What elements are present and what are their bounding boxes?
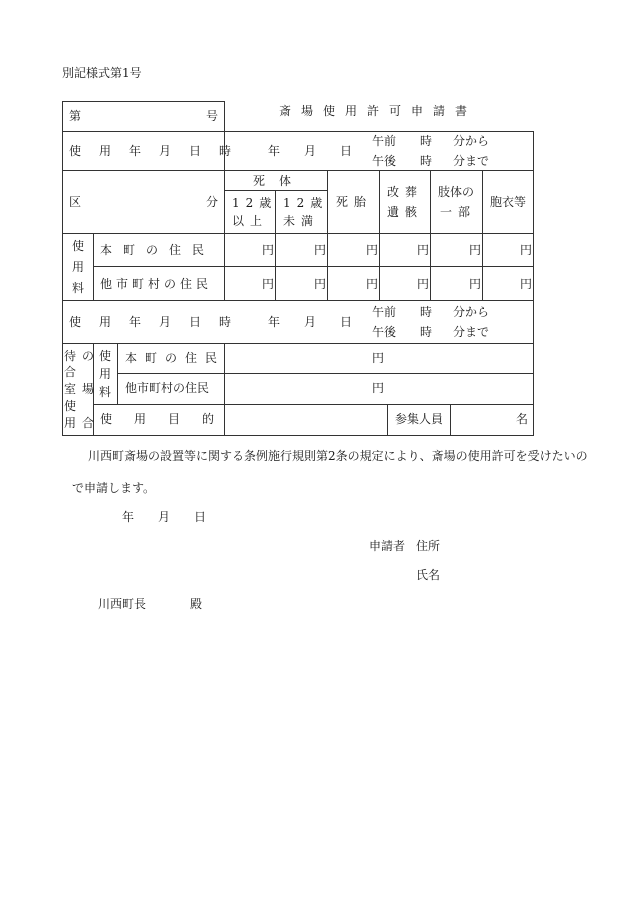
table-line	[62, 131, 534, 132]
yen-cell: 円	[469, 277, 482, 291]
table-line	[387, 404, 388, 435]
fee-label-1: 使	[72, 239, 85, 253]
under-12-line2: 未満	[283, 214, 320, 228]
table-line	[450, 404, 451, 435]
under-12-line1: 12歳	[283, 196, 329, 210]
yen-cell: 円	[372, 351, 385, 365]
table-line	[62, 435, 534, 436]
table-line	[62, 101, 63, 435]
table-line	[379, 170, 380, 300]
date-day-unit: 日	[340, 315, 353, 329]
table-line	[93, 233, 94, 300]
use-datetime-label-2: 使用年月日時	[69, 315, 250, 329]
table-line	[93, 266, 534, 267]
yen-cell: 円	[469, 243, 482, 257]
from-label: 分から	[453, 305, 490, 319]
table-line	[62, 101, 224, 102]
waiting-label-5: 用合	[64, 416, 101, 430]
from-label: 分から	[453, 134, 490, 148]
pm-label: 午後	[372, 154, 397, 168]
body-part-line2: 一部	[440, 205, 477, 219]
table-line	[224, 101, 225, 300]
hour-unit: 時	[420, 154, 433, 168]
yen-cell: 円	[520, 243, 533, 257]
fee-label-3: 料	[72, 281, 85, 295]
declaration-line-1: 川西町斎場の設置等に関する条例施行規則第2条の規定により、斎場の使用許可を受けたいの	[88, 449, 588, 463]
table-line	[533, 131, 534, 435]
yen-cell: 円	[366, 243, 379, 257]
stillborn-header: 死胎	[336, 195, 373, 209]
fee2-label-2: 用	[99, 367, 112, 381]
pm-label: 午後	[372, 325, 397, 339]
hour-unit: 時	[420, 134, 433, 148]
person-unit: 名	[516, 412, 529, 426]
resident-other-label: 他市町村の住民	[100, 277, 213, 291]
waiting-label-2: 合	[64, 365, 77, 379]
yen-cell: 円	[262, 277, 275, 291]
date-year: 年	[122, 510, 135, 524]
declaration-line-2: で申請します。	[72, 481, 156, 495]
name-label: 氏名	[416, 568, 441, 582]
reburial-line2: 遺骸	[387, 205, 424, 219]
table-line	[430, 170, 431, 300]
yen-cell: 円	[314, 243, 327, 257]
date-month-unit: 月	[304, 315, 317, 329]
form-title: 斎場使用許可申請書	[279, 104, 478, 118]
yen-cell: 円	[372, 381, 385, 395]
form-number: 別記様式第1号	[62, 66, 142, 80]
date-year-unit: 年	[268, 315, 281, 329]
table-line	[62, 300, 534, 301]
date-day: 日	[194, 510, 207, 524]
am-label: 午前	[372, 134, 397, 148]
resident-other-label-2: 他市町村の住民	[125, 381, 210, 395]
honorific: 殿	[190, 597, 203, 611]
over-12-line1: 12歳	[232, 196, 278, 210]
corpse-header: 死体	[253, 174, 306, 188]
category-label-start: 区	[69, 195, 82, 209]
yen-cell: 円	[366, 277, 379, 291]
fee2-label-1: 使	[99, 349, 112, 363]
table-line	[117, 343, 118, 404]
hour-unit: 時	[420, 305, 433, 319]
addressee: 川西町長	[98, 597, 147, 611]
date-month-unit: 月	[304, 144, 317, 158]
waiting-label-3: 室場	[64, 382, 101, 396]
over-12-line2: 以上	[232, 214, 269, 228]
yen-cell: 円	[520, 277, 533, 291]
yen-cell: 円	[262, 243, 275, 257]
table-line	[62, 343, 534, 344]
until-label: 分まで	[453, 325, 490, 339]
fee-label-2: 用	[72, 260, 85, 274]
table-line	[482, 170, 483, 300]
resident-town-label: 本町の住民	[100, 243, 216, 257]
yen-cell: 円	[314, 277, 327, 291]
number-prefix: 第	[69, 109, 82, 123]
fee2-label-3: 料	[99, 385, 112, 399]
address-label: 住所	[416, 539, 441, 553]
resident-town-label-2: 本町の住民	[125, 351, 226, 365]
reburial-line1: 改葬	[387, 185, 424, 199]
table-line	[62, 233, 534, 234]
date-year-unit: 年	[268, 144, 281, 158]
date-day-unit: 日	[340, 144, 353, 158]
purpose-label: 使用目的	[100, 412, 237, 426]
yen-cell: 円	[417, 277, 430, 291]
am-label: 午前	[372, 305, 397, 319]
table-line	[327, 170, 328, 300]
yen-cell: 円	[417, 243, 430, 257]
body-part-line1: 肢体の	[438, 185, 475, 199]
category-label-end: 分	[206, 195, 219, 209]
number-suffix: 号	[206, 109, 219, 123]
waiting-label-4: 使	[64, 399, 77, 413]
applicant-label: 申請者	[369, 539, 406, 553]
attendees-label: 参集人員	[395, 412, 444, 426]
until-label: 分まで	[453, 154, 490, 168]
waiting-label-1: 待の	[64, 349, 101, 363]
placenta-header: 胞衣等	[490, 195, 527, 209]
table-line	[93, 404, 534, 405]
table-line	[62, 170, 534, 171]
hour-unit: 時	[420, 325, 433, 339]
table-line	[117, 373, 534, 374]
use-datetime-label: 使用年月日時	[69, 144, 250, 158]
date-month: 月	[158, 510, 171, 524]
